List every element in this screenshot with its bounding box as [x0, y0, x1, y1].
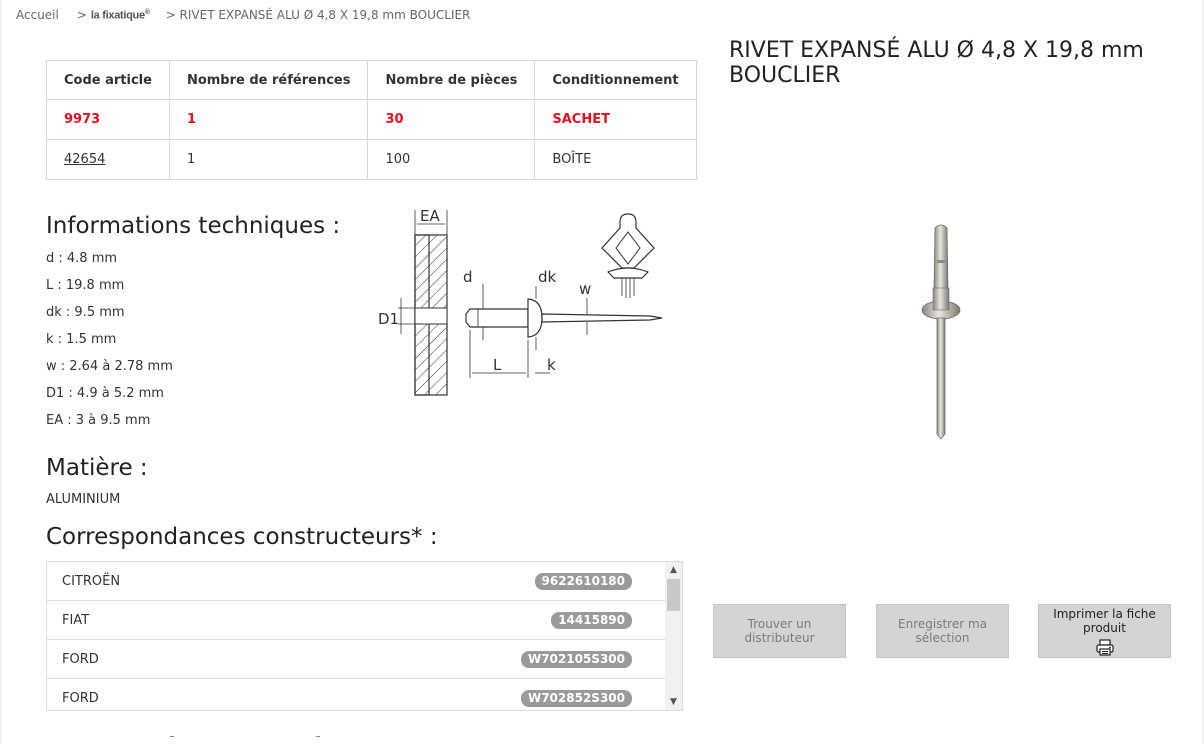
- reference-badge: W702105S300: [521, 651, 632, 668]
- label-ea: EA: [420, 207, 440, 225]
- chevron-down-icon[interactable]: ▼: [670, 697, 677, 707]
- header-nb-pieces: Nombre de pièces: [368, 61, 535, 100]
- correspondences-title: Correspondances constructeurs* :: [46, 524, 438, 550]
- rivet-product-image: [900, 222, 980, 447]
- list-item: [47, 640, 666, 679]
- page-edge-left: [0, 0, 2, 744]
- list-item: [47, 601, 666, 640]
- rivet-technical-diagram: [370, 200, 670, 405]
- label-k: k: [547, 356, 556, 374]
- breadcrumb-brand-link[interactable]: [91, 9, 150, 22]
- spec-item: k : 1.5 mm: [46, 332, 117, 347]
- reference-badge: 14415890: [551, 612, 632, 629]
- cell-packaging: BOÎTE: [535, 140, 696, 180]
- print-button-content: [1050, 607, 1160, 656]
- table-header-row: [47, 61, 697, 100]
- cell-pieces: 30: [368, 100, 535, 140]
- references-table: [46, 60, 697, 180]
- list-scrollbar[interactable]: [665, 562, 682, 710]
- material-title: Matière :: [46, 455, 148, 481]
- save-selection-button[interactable]: [876, 604, 1009, 658]
- cell-pieces: 100: [368, 140, 535, 180]
- print-sheet-button[interactable]: [1038, 604, 1171, 658]
- manufacturer-name: CITROËN: [62, 573, 121, 589]
- cell-references: 1: [169, 140, 368, 180]
- chevron-up-icon[interactable]: ▲: [670, 565, 677, 575]
- spec-item: w : 2.64 à 2.78 mm: [46, 359, 173, 374]
- manufacturer-name: FORD: [62, 651, 99, 667]
- material-value: ALUMINIUM: [46, 492, 121, 507]
- rivet-head: [528, 299, 542, 337]
- rivet-mandrel: [542, 314, 662, 322]
- spec-item: dk : 9.5 mm: [46, 305, 125, 320]
- spec-item: d : 4.8 mm: [46, 251, 118, 266]
- header-code-article: Code article: [47, 61, 170, 100]
- correspondences-list[interactable]: [46, 561, 683, 711]
- print-sheet-label: Imprimer la fiche produit: [1053, 606, 1156, 635]
- reference-badge: 9622610180: [535, 573, 633, 590]
- printer-icon: [1096, 639, 1114, 656]
- list-item: [47, 679, 666, 711]
- header-nb-references: Nombre de références: [169, 61, 368, 100]
- clipped-content-fragment: [170, 736, 174, 744]
- clipped-content-fragment: [316, 736, 320, 744]
- brand-mark: ®: [144, 8, 150, 16]
- label-d1: D1: [378, 310, 400, 328]
- product-title: RIVET EXPANSÉ ALU Ø 4,8 X 19,8 mm BOUCLIER: [729, 38, 1144, 88]
- header-conditionnement: Conditionnement: [535, 61, 696, 100]
- list-item: [47, 562, 666, 601]
- manufacturer-name: FIAT: [62, 612, 90, 628]
- scrollbar-thumb[interactable]: [667, 579, 680, 611]
- plate-hole: [415, 308, 447, 324]
- breadcrumb-current: > RIVET EXPANSÉ ALU Ø 4,8 X 19,8 mm BOUCLIER: [165, 8, 471, 22]
- label-dk: dk: [538, 268, 557, 286]
- reference-badge: W702852S300: [521, 690, 632, 707]
- cell-code: [47, 140, 170, 180]
- tech-specs-list: [46, 250, 173, 439]
- article-code-link[interactable]: 42654: [64, 152, 106, 167]
- save-selection-label: Enregistrer ma sélection: [898, 617, 987, 645]
- spec-item: EA : 3 à 9.5 mm: [46, 413, 151, 428]
- tech-info-title: Informations techniques :: [46, 213, 341, 239]
- label-w: w: [579, 280, 592, 298]
- manufacturer-name: FORD: [62, 690, 99, 706]
- find-distributor-button[interactable]: [713, 604, 846, 658]
- label-d: d: [463, 268, 473, 286]
- spec-item: L : 19.8 mm: [46, 278, 125, 293]
- table-row[interactable]: [47, 100, 697, 140]
- cell-packaging: SACHET: [535, 100, 696, 140]
- breadcrumb-separator: >: [76, 8, 87, 22]
- spec-item: D1 : 4.9 à 5.2 mm: [46, 386, 164, 401]
- breadcrumb-home-link[interactable]: Accueil: [16, 8, 59, 22]
- table-row[interactable]: [47, 140, 697, 180]
- rivet-body: [466, 309, 528, 327]
- cell-references: 1: [169, 100, 368, 140]
- cell-code: 9973: [47, 100, 170, 140]
- brand-name: la fixatique: [90, 9, 145, 22]
- label-l: L: [493, 356, 502, 374]
- find-distributor-label: Trouver un distributeur: [744, 617, 815, 645]
- breadcrumb: [16, 8, 470, 22]
